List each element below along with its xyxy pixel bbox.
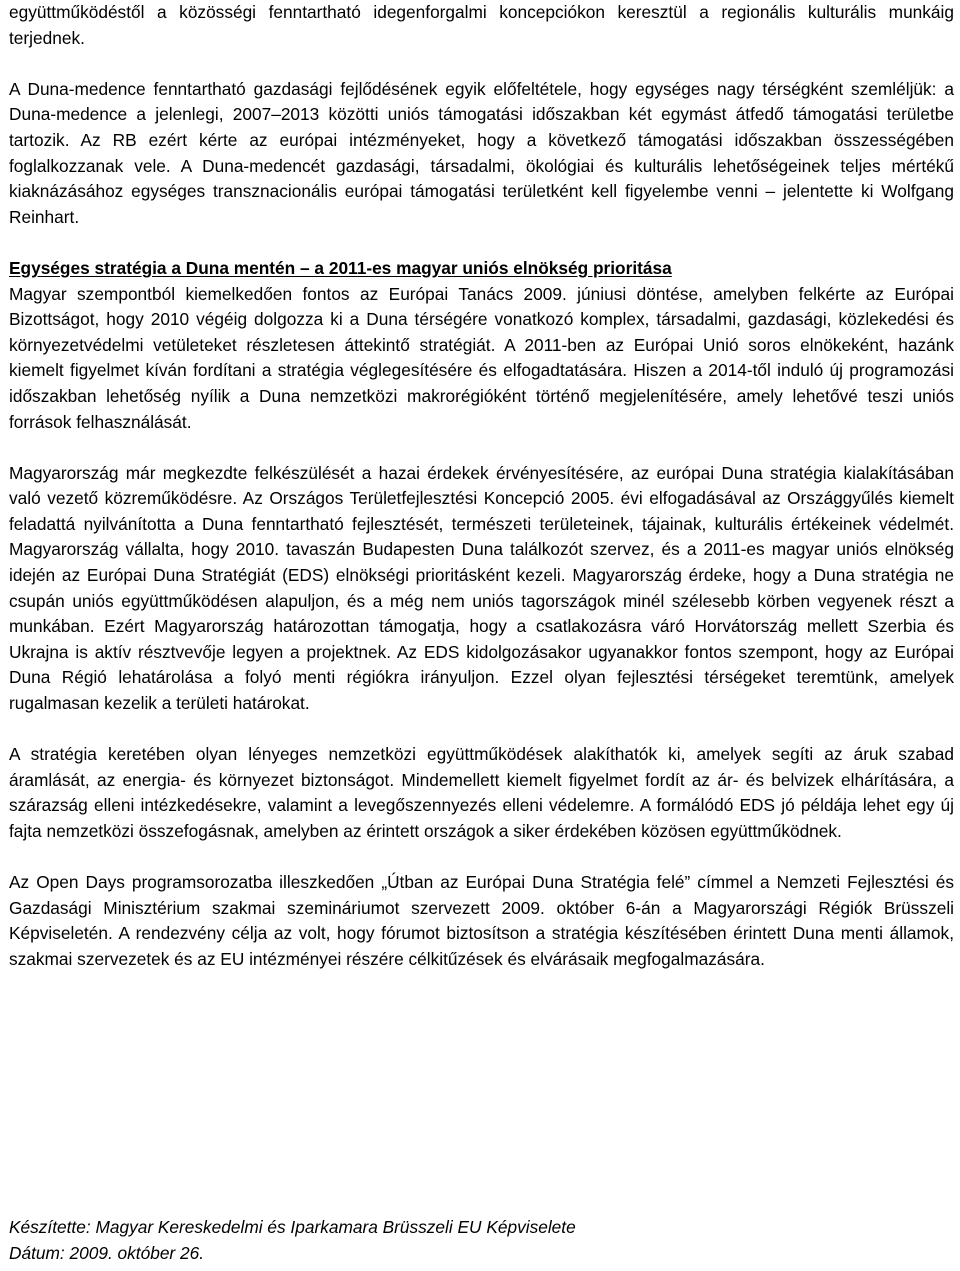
- paragraph-spacer: [9, 435, 954, 461]
- paragraph-strategia-keret: A stratégia keretében olyan lényeges nemzetközi együttműködések alakíthatók ki, amelyek segíti az áruk szabad áramlását, az energia- és környezet biztonságot. Mindemellett kiemelt figyelmet fordít az ár- és belvizek elhárítására, a szárazság elleni intézkedésekre, valamint a levegőszennyezés elleni védelemre. A formálódó EDS jó példája lehet egy új fajta nemzetközi összefogásnak, amelyben az érintett országok a siker érdekében közösen együttműködnek.: [9, 744, 954, 841]
- section-heading: Egységes stratégia a Duna mentén – a 2011-es magyar uniós elnökség prioritása: [9, 257, 672, 278]
- paragraph-open-days: Az Open Days programsorozatba illeszkedően „Útban az Európai Duna Stratégia felé” címmel a Nemzeti Fejlesztési és Gazdasági Minisztérium szakmai szemináriumot szervezett 2009. október 6-án a Magyarországi Régiók Brüsszeli Képviseletén. A rendezvény célja az volt, hogy fórumot biztosítson a stratégia készítésében érintett Duna menti államok, szakmai szervezetek és az EU intézményei részére célkitűzések és elvárásaik megfogalmazására.: [9, 872, 954, 969]
- paragraph-magyarorszag-felkeszules: Magyarország már megkezdte felkészülését a hazai érdekek érvényesítésére, az európai Duna stratégia kialakításában való vezető közreműködésre. Az Országos Területfejlesztési Koncepció 2005. évi elfogadásával az Országgyűlés kiemelt feladattá nyilvánította a Duna fenntartható fejlesztését, természeti területeinek, tájainak, kulturális értékeinek védelmét. Magyarország vállalta, hogy 2010. tavaszán Budapesten Duna találkozót szervez, és a 2011-es magyar uniós elnökség idején az Európai Duna Stratégiát (EDS) elnökségi prioritásként kezeli. Magyarország érdeke, hogy a Duna stratégia ne csupán uniós együttműködésen alapuljon, és a még nem uniós tagországok minél szélesebb körben vegyenek részt a munkában. Ezért Magyarország határozottan támogatja, hogy a csatlakozásra váró Horvátország mellett Szerbia és Ukrajna is aktív résztvevője legyen a projektnek. Az EDS kidolgozásakor ugyanakkor fontos szempont, hogy az Európai Duna Régió lehatárolása a folyó menti régiókra irányuljon. Ezzel olyan fejlesztési térségeket teremtünk, amelyek rugalmasan kezelik a területi határokat.: [9, 462, 954, 714]
- paragraph-spacer: [9, 230, 954, 256]
- footer-date-line: Dátum: 2009. október 26.: [9, 1242, 205, 1263]
- document-footer: [9, 1215, 954, 1266]
- paragraph-spacer: [9, 845, 954, 871]
- footer-author-line: Készítette: Magyar Kereskedelmi és Iparkamara Brüsszeli EU Képviselete: [9, 1217, 576, 1237]
- paragraph-spacer: [9, 51, 954, 77]
- paragraph-magyar-szempont: Magyar szempontból kiemelkedően fontos az Európai Tanács 2009. júniusi döntése, amelyben felkérte az Európai Bizottságot, hogy 2010 végéig dolgozza ki a Duna térségére vonatkozó komplex, társadalmi, gazdasági, közlekedési és környezetvédelmi vetületeket részletesen áttekintő stratégiát. A 2011-ben az Európai Unió soros elnökeként, hazánk kiemelt figyelmet kíván fordítani a stratégia véglegesítésére és elfogadtatására. Hiszen a 2014-től induló új programozási időszakban lehetőség nyílik a Duna nemzetközi makrorégióként történő megjelenítésére, amely lehetővé teszi uniós források felhasználását.: [9, 283, 954, 432]
- document-body: [9, 0, 954, 973]
- paragraph-duna-medence: A Duna-medence fenntartható gazdasági fejlődésének egyik előfeltétele, hogy egységes nagy térségként szemléljük: a Duna-medence a jelenlegi, 2007–2013 közötti uniós támogatási időszakban két egymást átfedő támogatási területbe tartozik. Az RB ezért kérte az európai intézményeket, hogy a következő támogatási időszakban összességében foglalkozzanak vele. A Duna-medencét gazdasági, társadalmi, ökológiai és kulturális lehetőségeinek teljes mértékű kiaknázásához egységes transznacionális európai támogatási területként kell figyelembe venni – jelentette ki Wolfgang Reinhart.: [9, 78, 954, 227]
- intro-continuation-paragraph: együttműködéstől a közösségi fenntartható idegenforgalmi koncepciókon keresztül a regionális kulturális munkáig terjednek.: [9, 2, 954, 48]
- paragraph-spacer: [9, 717, 954, 743]
